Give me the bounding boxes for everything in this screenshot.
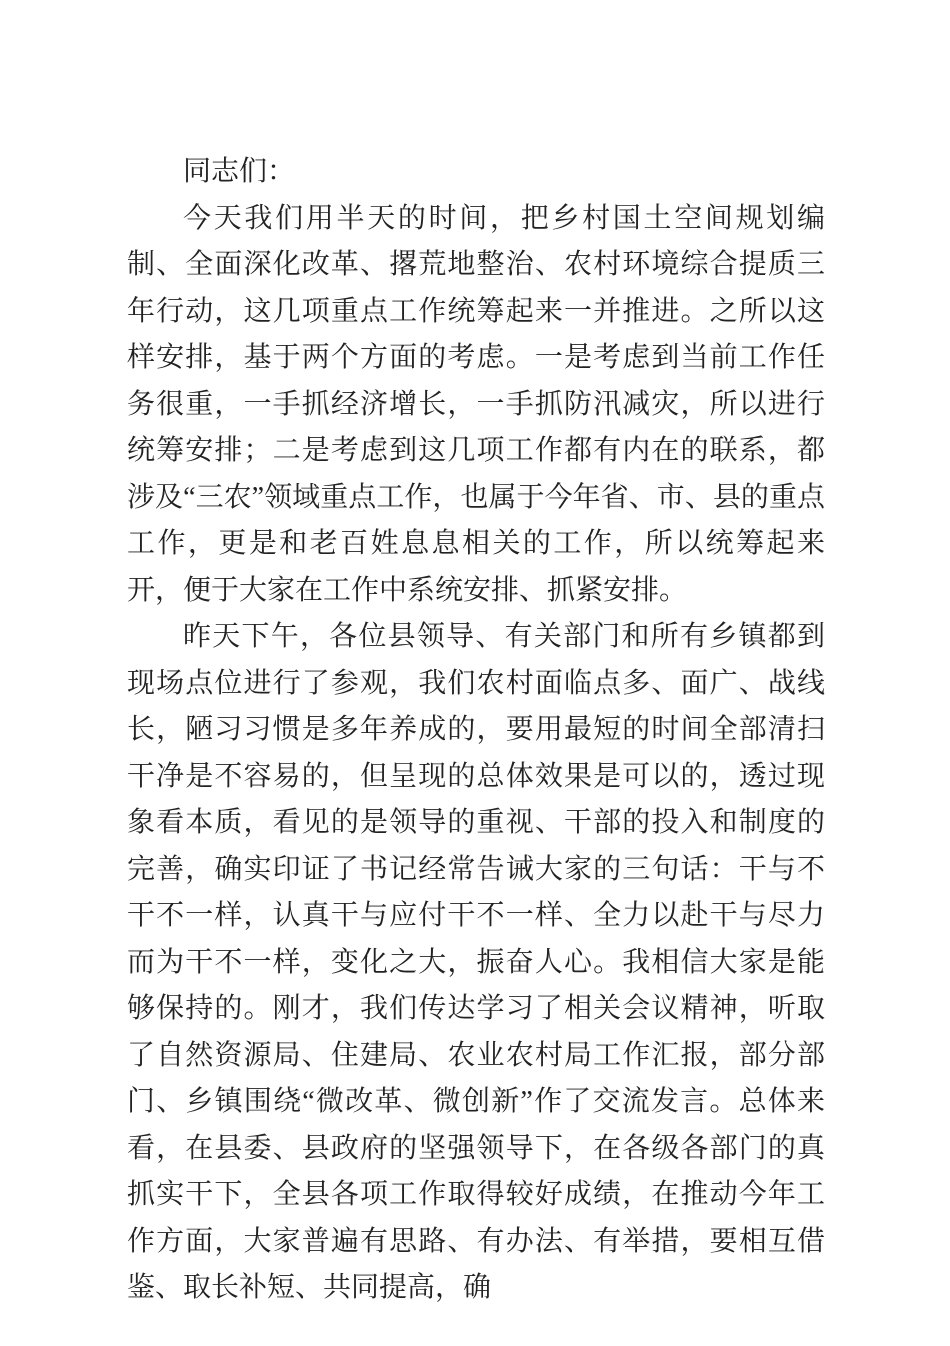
document-body: [127, 149, 825, 1312]
paragraph-2: 昨天下午，各位县领导、有关部门和所有乡镇都到现场点位进行了参观，我们农村面临点多、面广、战线长，陋习习惯是多年养成的，要用最短的时间全部清扫干净是不容易的，但呈现的总体效果是可以的，透过现象看本质，看见的是领导的重视、干部的投入和制度的完善，确实印证了书记经常告诫大家的三句话：干与不干不一样，认真干与应付干不一样、全力以赴干与尽力而为干不一样，变化之大，振奋人心。我相信大家是能够保持的。刚才，我们传达学习了相关会议精神，听取了自然资源局、住建局、农业农村局工作汇报，部分部门、乡镇围绕“微改革、微创新”作了交流发言。总体来看，在县委、县政府的坚强领导下，在各级各部门的真抓实干下，全县各项工作取得较好成绩，在推动今年工作方面，大家普遍有思路、有办法、有举措，要相互借鉴、取长补短、共同提高，确: [127, 621, 825, 1303]
salutation-line: 同志们：: [183, 156, 296, 187]
paragraph-1: 今天我们用半天的时间，把乡村国土空间规划编制、全面深化改革、撂荒地整治、农村环境综合提质三年行动，这几项重点工作统筹起来一并推进。之所以这样安排，基于两个方面的考虑。一是考虑到当前工作任务很重，一手抓经济增长，一手抓防汛减灾，所以进行统筹安排；二是考虑到这几项工作都有内在的联系，都涉及“三农”领域重点工作，也属于今年省、市、县的重点工作，更是和老百姓息息相关的工作，所以统筹起来开，便于大家在工作中系统安排、抓紧安排。: [127, 202, 825, 606]
